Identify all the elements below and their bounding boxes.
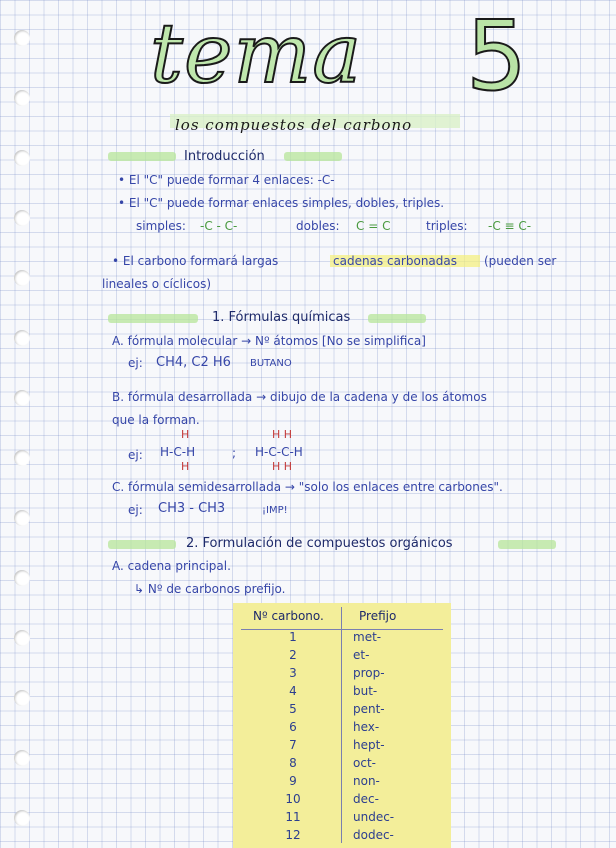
section2-a-sub: ↳ Nº de carbonos prefijo. [134, 582, 286, 596]
formula-b2-bottom: H H [272, 460, 293, 473]
section2-heading: 2. Formulación de compuestos orgánicos [186, 536, 453, 551]
table-header-rule [241, 629, 443, 630]
simple-bond-formula: -C - C- [200, 219, 238, 233]
binder-hole [14, 330, 30, 346]
formula-c-example: CH3 - CH3 [158, 501, 226, 516]
page-title: tema [150, 7, 363, 102]
double-bond-formula: C = C [356, 219, 391, 233]
formula-b-label: B. fórmula desarrollada → dibujo de la cadena y de los átomos [112, 390, 487, 404]
row-number: 4 [289, 684, 297, 698]
table-header-carbon: Nº carbono. [253, 609, 324, 623]
row-number: 12 [285, 828, 301, 842]
formula-separator: ; [232, 446, 237, 460]
formula-b1: H-C-H [160, 445, 196, 459]
formula-a-example-label: ej: [128, 356, 143, 370]
binder-hole [14, 150, 30, 166]
binder-hole [14, 390, 30, 406]
formula-b-label-2: que la forman. [112, 413, 200, 427]
heading-highlight [284, 152, 342, 161]
binder-hole [14, 510, 30, 526]
binder-hole [14, 270, 30, 286]
heading-highlight [498, 540, 556, 549]
double-bond-label: dobles: [296, 219, 340, 233]
heading-highlight [368, 314, 426, 323]
row-prefix: met- [353, 630, 382, 644]
binder-hole [14, 210, 30, 226]
row-prefix: dec- [353, 792, 379, 806]
row-prefix: hept- [353, 738, 385, 752]
row-prefix: pent- [353, 702, 385, 716]
intro-bullet-3-highlight: cadenas carbonadas [333, 254, 458, 268]
intro-bullet-1: • El "C" puede formar 4 enlaces: -C- [118, 173, 335, 187]
prefix-table [233, 603, 451, 848]
section1-heading: 1. Fórmulas químicas [212, 310, 351, 325]
formula-c-example-label: ej: [128, 503, 143, 517]
binder-hole [14, 90, 30, 106]
triple-bond-formula: -C ≡ C- [488, 219, 532, 233]
intro-bullet-3-cont: lineales o cíclicos) [102, 277, 212, 291]
binder-hole [14, 450, 30, 466]
row-prefix: non- [353, 774, 380, 788]
formula-a-note: BUTANO [250, 358, 292, 369]
table-divider [341, 607, 342, 843]
row-prefix: oct- [353, 756, 376, 770]
formula-b1-bottom: H [181, 460, 190, 473]
intro-bullet-3-end: (pueden ser [484, 254, 557, 268]
page-subtitle: los compuestos del carbono [175, 116, 413, 134]
row-number: 1 [289, 630, 297, 644]
row-prefix: undec- [353, 810, 395, 824]
table-header-prefix: Prefijo [359, 609, 397, 623]
row-prefix: prop- [353, 666, 385, 680]
row-number: 6 [289, 720, 297, 734]
row-prefix: et- [353, 648, 370, 662]
section2-a-label: A. cadena principal. [112, 559, 231, 573]
simple-bond-label: simples: [136, 219, 186, 233]
formula-b-example-label: ej: [128, 448, 143, 462]
row-number: 7 [289, 738, 297, 752]
row-number: 10 [285, 792, 301, 806]
formula-c-note: ¡IMP! [262, 505, 288, 516]
binder-hole [14, 630, 30, 646]
formula-c-label: C. fórmula semidesarrollada → "solo los enlaces entre carbones". [112, 480, 503, 494]
intro-heading: Introducción [184, 149, 265, 164]
binder-hole [14, 810, 30, 826]
row-number: 5 [289, 702, 297, 716]
heading-highlight [108, 152, 176, 161]
formula-a-label: A. fórmula molecular → Nº átomos [No se simplifica] [112, 334, 426, 348]
row-number: 9 [289, 774, 297, 788]
row-number: 8 [289, 756, 297, 770]
heading-highlight [108, 314, 198, 323]
formula-b2: H-C-C-H [255, 445, 303, 459]
formula-b2-top: H H [272, 428, 293, 441]
binder-hole [14, 30, 30, 46]
triple-bond-label: triples: [426, 219, 468, 233]
formula-b1-top: H [181, 428, 190, 441]
row-prefix: dodec- [353, 828, 394, 842]
row-number: 3 [289, 666, 297, 680]
formula-a-example: CH4, C2 H6 [156, 355, 231, 370]
intro-bullet-3-start: • El carbono formará largas [112, 254, 279, 268]
row-prefix: but- [353, 684, 378, 698]
row-number: 2 [289, 648, 297, 662]
intro-bullet-2: • El "C" puede formar enlaces simples, dobles, triples. [118, 196, 445, 210]
title-number: 5 [466, 0, 528, 112]
binder-hole [14, 570, 30, 586]
row-prefix: hex- [353, 720, 380, 734]
heading-highlight [108, 540, 176, 549]
binder-hole [14, 750, 30, 766]
row-number: 11 [285, 810, 301, 824]
binder-hole [14, 690, 30, 706]
